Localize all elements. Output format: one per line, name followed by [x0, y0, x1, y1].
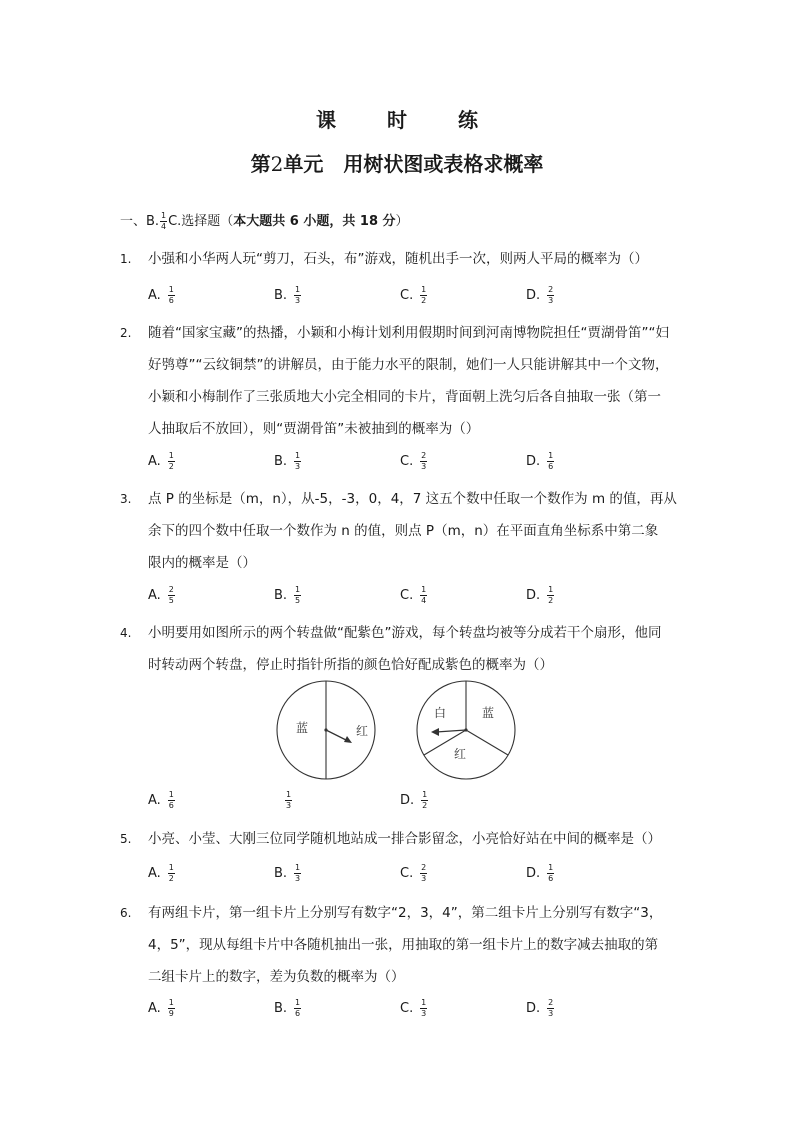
option[interactable]	[526, 864, 555, 883]
fraction-den: 3	[295, 874, 301, 883]
option-fraction	[421, 791, 428, 810]
question-5-options	[148, 864, 668, 888]
section-fraction	[160, 212, 167, 231]
question-line: 小颖和小梅制作了三张质地大小完全相同的卡片，背面朝上洗匀后各自抽取一张（第一	[148, 389, 661, 405]
option-fraction	[294, 586, 301, 605]
fraction-num: 2	[548, 998, 554, 1007]
question-2-options	[148, 452, 668, 476]
question-number: 6.	[120, 906, 132, 920]
fraction-num: 1	[168, 790, 174, 799]
fraction-den: 5	[168, 596, 174, 605]
option[interactable]	[274, 286, 302, 305]
section-bold: 本大题共 6 小题，共 18 分	[233, 214, 396, 229]
option[interactable]	[148, 452, 176, 471]
option[interactable]	[148, 791, 176, 810]
option[interactable]	[148, 999, 176, 1018]
question-line: 4，5”，现从每组卡片中各随机抽出一张，用抽取的第一组卡片上的数字减去抽取的第	[148, 937, 659, 953]
option[interactable]	[274, 452, 302, 471]
question-line: 随着“国家宝藏”的热播，小颖和小梅计划利用假期时间到河南博物院担任“贾湖骨笛”“妇	[148, 325, 669, 341]
option[interactable]	[278, 791, 293, 810]
option-label: B.	[274, 454, 288, 469]
fraction-den: 5	[295, 596, 301, 605]
option[interactable]	[148, 864, 176, 883]
fraction-den: 6	[548, 462, 554, 471]
fraction-num: 1	[548, 863, 554, 872]
option[interactable]	[400, 999, 428, 1018]
option-label: C.	[400, 588, 414, 603]
fraction-num: 1	[168, 451, 174, 460]
fraction-num: 1	[421, 285, 427, 294]
option[interactable]	[400, 586, 428, 605]
question-number: 4.	[120, 626, 132, 640]
question-number: 5.	[120, 832, 132, 846]
subtitle-text: 单元 用树状图或表格求概率	[283, 152, 544, 176]
fraction-num: 1	[295, 863, 301, 872]
page-subtitle	[0, 148, 794, 177]
spinner-1-red-label: 红	[356, 724, 369, 738]
option-fraction	[420, 864, 427, 883]
section-end: ）	[395, 214, 409, 229]
option-fraction	[547, 586, 554, 605]
option[interactable]	[526, 999, 555, 1018]
spinner-2-arrowhead	[431, 728, 439, 736]
section-prefix: 一、B.	[120, 214, 160, 229]
fraction-den: 3	[548, 1009, 554, 1018]
question-line: 余下的四个数中任取一个数作为 n 的值，则点 P（m，n）在平面直角坐标系中第二象	[148, 523, 659, 539]
fraction-den: 3	[285, 801, 292, 810]
fraction-num: 1	[295, 585, 301, 594]
spinner-1-blue-label: 蓝	[296, 721, 309, 735]
option-fraction	[168, 452, 175, 471]
question-text	[148, 897, 688, 993]
option[interactable]	[274, 586, 302, 605]
fraction-num: 1	[295, 451, 301, 460]
fraction-den: 6	[295, 1009, 301, 1018]
question-line: 限内的概率是（）	[148, 555, 256, 571]
fraction-den: 6	[168, 801, 174, 810]
spinner-2-white-label: 白	[434, 706, 447, 720]
fraction-num: 2	[421, 863, 427, 872]
option[interactable]	[148, 286, 176, 305]
option-fraction	[294, 286, 301, 305]
option-fraction	[294, 999, 301, 1018]
fraction-den: 2	[168, 874, 174, 883]
option[interactable]	[148, 586, 176, 605]
fraction-den: 2	[168, 462, 174, 471]
spinner-1-pointer	[326, 730, 348, 741]
option-fraction	[547, 452, 554, 471]
fraction-num: 1	[548, 451, 554, 460]
fraction-den: 6	[548, 874, 554, 883]
question-4-options	[148, 791, 668, 815]
spinner-2-red-label: 红	[454, 747, 467, 761]
option-label: C.	[400, 454, 414, 469]
section-heading	[120, 210, 409, 231]
option-label: A.	[148, 288, 161, 303]
option-label: B.	[274, 288, 288, 303]
fraction-num: 1	[295, 285, 301, 294]
option-fraction	[168, 999, 175, 1018]
option-fraction	[168, 864, 175, 883]
option-label: D.	[400, 793, 415, 808]
question-text: 小亮、小莹、大刚三位同学随机地站成一排合影留念，小亮恰好站在中间的概率是（）	[148, 831, 661, 847]
spinner-2-blue-label: 蓝	[482, 706, 495, 720]
fraction-den: 3	[295, 462, 301, 471]
option-label: D.	[526, 866, 541, 881]
option-fraction	[547, 286, 554, 305]
option[interactable]	[400, 791, 429, 810]
question-line: 时转动两个转盘，停止时指针所指的颜色恰好配成紫色的概率为（）	[148, 657, 553, 673]
fraction-den: 2	[421, 296, 427, 305]
fraction-den: 4	[421, 596, 427, 605]
option[interactable]	[526, 286, 555, 305]
option[interactable]	[400, 286, 428, 305]
question-text	[148, 483, 688, 579]
option-label: B.	[274, 1001, 288, 1016]
option-label: C.	[400, 866, 414, 881]
question-line: 人抽取后不放回），则“贾湖骨笛”未被抽到的概率为（）	[148, 421, 480, 437]
question-3-options	[148, 586, 668, 610]
fraction-den: 3	[295, 296, 301, 305]
fraction-den: 6	[168, 296, 174, 305]
option-fraction	[294, 452, 301, 471]
option-fraction	[420, 452, 427, 471]
question-1-options	[148, 286, 668, 310]
fraction-den: 3	[421, 874, 427, 883]
option-fraction	[420, 999, 427, 1018]
question-line: 点 P 的坐标是（m，n），从-5，-3，0，4，7 这五个数中任取一个数作为 m 的值，再从	[148, 491, 677, 507]
option-fraction	[168, 286, 175, 305]
option-fraction	[294, 864, 301, 883]
option[interactable]	[274, 999, 302, 1018]
fraction-num: 1	[295, 998, 301, 1007]
fraction-num: 1	[168, 863, 174, 872]
option-label: C.	[400, 1001, 414, 1016]
fraction-den: 2	[422, 801, 428, 810]
question-line: 好鸮尊”“云纹铜禁”的讲解员，由于能力水平的限制，她们一人只能讲解其中一个文物，	[148, 357, 669, 373]
option[interactable]	[526, 586, 555, 605]
option[interactable]	[526, 452, 555, 471]
fraction-num: 1	[421, 998, 427, 1007]
option-label: C.	[400, 288, 414, 303]
option[interactable]	[400, 864, 428, 883]
question-number: 3.	[120, 492, 132, 506]
question-text	[148, 317, 688, 445]
section-fraction-num: 1	[161, 211, 167, 220]
page-title: 课 时 练	[316, 108, 500, 132]
fraction-den: 3	[421, 1009, 427, 1018]
option-fraction	[547, 999, 554, 1018]
question-text: 小强和小华两人玩“剪刀，石头，布”游戏，随机出手一次，则两人平局的概率为（）	[148, 251, 648, 267]
fraction-num: 1	[421, 585, 427, 594]
option-fraction	[168, 586, 175, 605]
fraction-num: 1	[168, 285, 174, 294]
fraction-num: 1	[285, 790, 292, 799]
option-label: D.	[526, 588, 541, 603]
fraction-num: 1	[548, 585, 554, 594]
option-label: B.	[274, 866, 288, 881]
fraction-den: 2	[548, 596, 554, 605]
option-label: A.	[148, 793, 161, 808]
option-label: A.	[148, 454, 161, 469]
question-line: 小明要用如图所示的两个转盘做“配紫色”游戏，每个转盘均被等分成若干个扇形，他同	[148, 625, 662, 641]
section-mid: C.选择题（	[168, 214, 234, 229]
option[interactable]	[400, 452, 428, 471]
fraction-num: 2	[421, 451, 427, 460]
option[interactable]	[274, 864, 302, 883]
fraction-num: 2	[168, 585, 174, 594]
question-text	[148, 617, 688, 681]
fraction-num: 2	[548, 285, 554, 294]
option-label: A.	[148, 588, 161, 603]
fraction-den: 9	[168, 1009, 174, 1018]
question-number: 2.	[120, 326, 132, 340]
option-label: A.	[148, 866, 161, 881]
option-fraction	[420, 586, 427, 605]
fraction-num: 1	[168, 998, 174, 1007]
option-fraction	[420, 286, 427, 305]
option-fraction	[285, 791, 292, 810]
spinner-figure	[276, 680, 536, 780]
fraction-den: 3	[421, 462, 427, 471]
option-label: D.	[526, 288, 541, 303]
spinner-2-pointer	[436, 730, 466, 732]
spinner-1	[277, 681, 375, 779]
section-fraction-den: 4	[161, 222, 167, 231]
question-6-options	[148, 999, 668, 1023]
question-line: 有两组卡片，第一组卡片上分别写有数字“2，3，4”，第二组卡片上分别写有数字“3，	[148, 905, 663, 921]
subtitle-number: 2	[270, 152, 284, 176]
option-label: D.	[526, 1001, 541, 1016]
fraction-den: 3	[548, 296, 554, 305]
option-fraction	[168, 791, 175, 810]
option-label: D.	[526, 454, 541, 469]
question-number: 1.	[120, 252, 132, 266]
option-fraction	[547, 864, 554, 883]
question-line: 二组卡片上的数字，差为负数的概率为（）	[148, 969, 405, 985]
option-label: A.	[148, 1001, 161, 1016]
spinner-2	[417, 681, 515, 779]
option-label: B.	[274, 588, 288, 603]
fraction-num: 1	[422, 790, 428, 799]
subtitle-prefix: 第	[250, 152, 271, 176]
